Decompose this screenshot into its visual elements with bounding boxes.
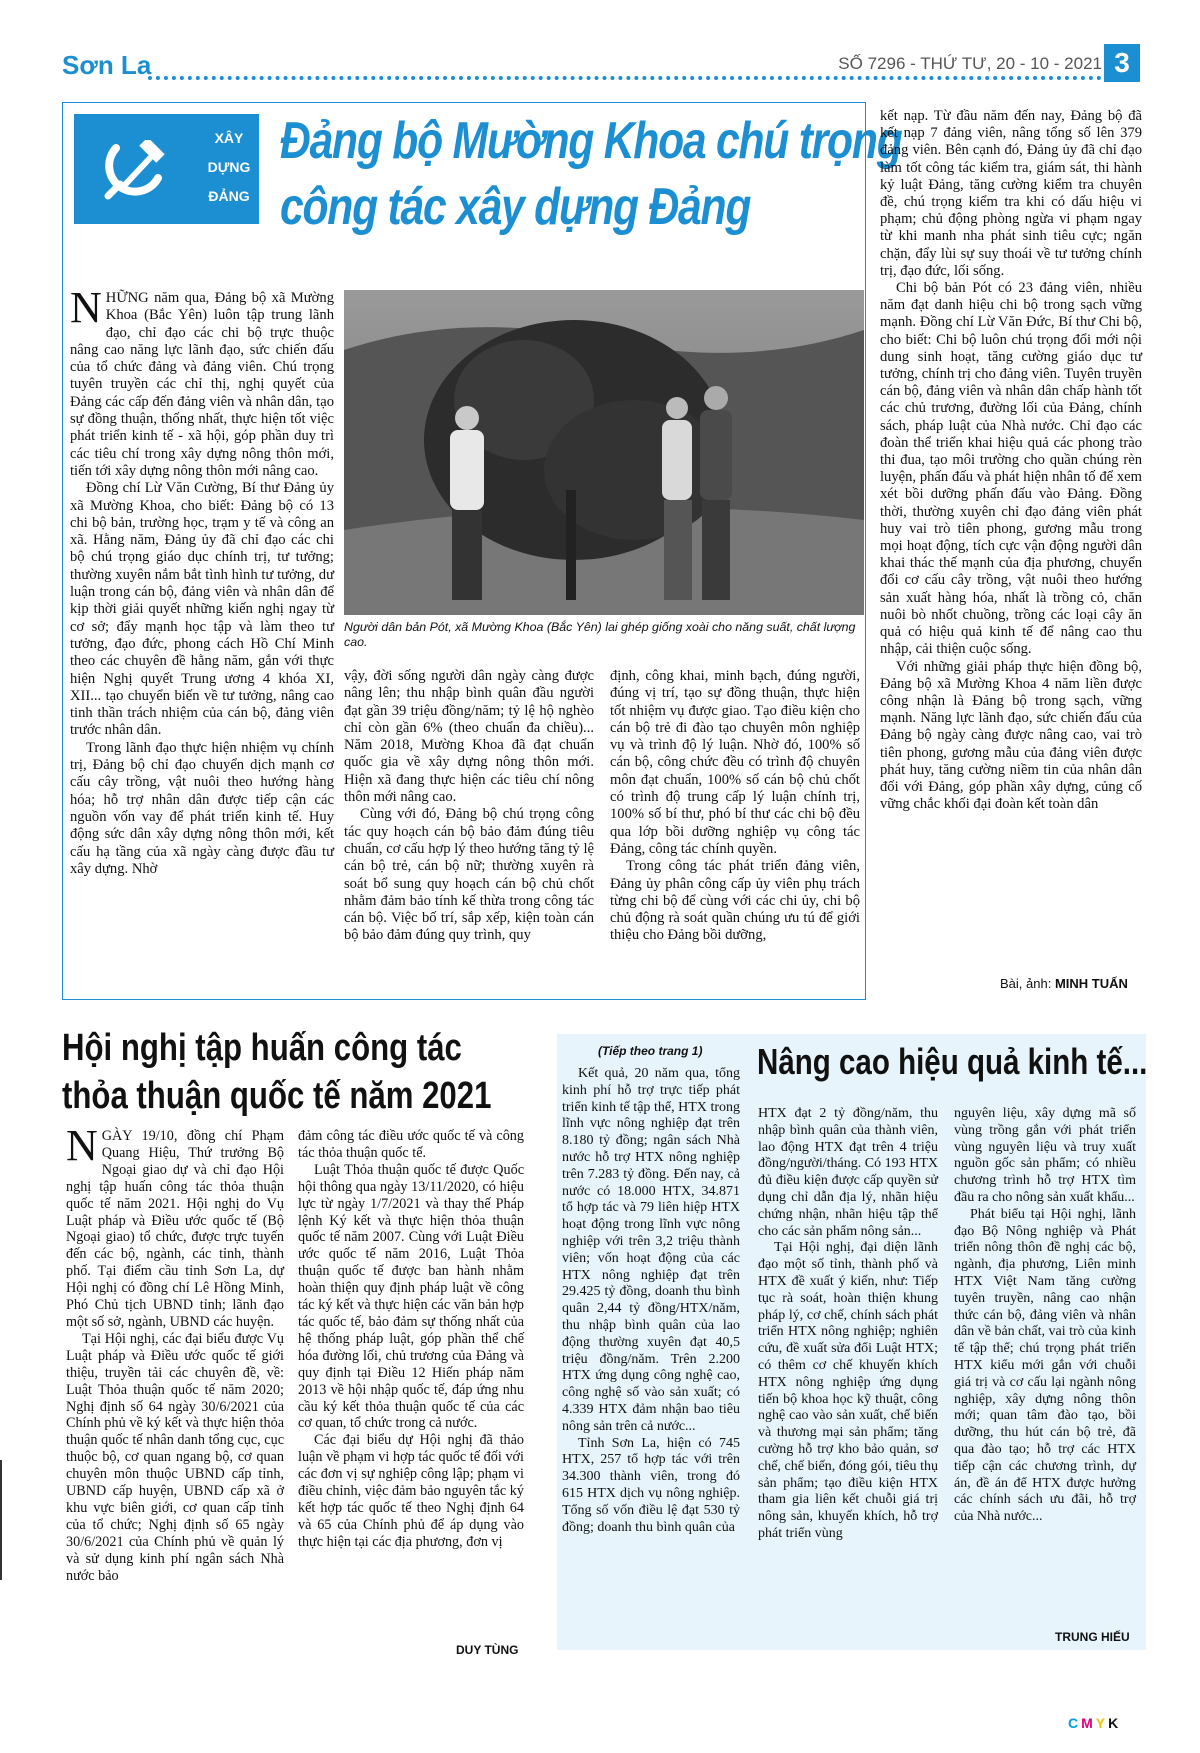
paragraph: Phát biểu tại Hội nghị, lãnh đạo Bộ Nông nghiệp và Phát triển nông thôn đề nghị các bộ, ngành, địa phương, Liên minh HTX Việt Nam tăng cường tuyên truyền, nâng cao nhận thức cán bộ, đảng viên và nhân dân về bản chất, vai trò của kinh tế tập thể; chú trọng phát triển HTX kiểu mới gắn với chuỗi giá trị và cơ cấu lại ngành nông nghiệp, xây dựng nông thôn mới; quan tâm đào tạo, bồi dưỡng, thu hút cán bộ trẻ, đã qua đào tạo; hỗ trợ các HTX tiếp cận các chương trình, dự án, đề án để HTX được hưởng các chính sách ưu đãi, hỗ trợ của Nhà nước... — [954, 1206, 1136, 1525]
paragraph: Trong lãnh đạo thực hiện nhiệm vụ chính trị, Đảng bộ chỉ đạo chuyển dịch mạnh cơ cấu cây trồng, vật nuôi theo hướng hàng hóa; hỗ trợ nhân dân được tiếp cận các nguồn vốn vay để phát triển kinh tế. Huy động sức dân xây dựng nông thôn mới, kết cấu hạ tầng của xã ngày càng được đầu tư xây dựng. Nhờ — [70, 739, 334, 877]
party-building-badge — [74, 114, 259, 224]
article3-column-1 — [562, 1066, 740, 1536]
cmyk-k: K — [1108, 1715, 1122, 1731]
cmyk-y: Y — [1095, 1715, 1109, 1731]
paragraph: HTX đạt 2 tỷ đồng/năm, thu nhập bình quân của thành viên, lao động HTX đạt trên 4 triệu đồng/người/tháng. Có 193 HTX đủ điều kiện được cấp quyền sử dụng chỉ dẫn địa lý, nhãn hiệu chứng nhận, nhãn hiệu tập thể cho các sản phẩm nông sản... — [758, 1106, 938, 1239]
byline-prefix: Bài, ảnh: — [1000, 976, 1052, 991]
article2-title-line: thỏa thuận quốc tế năm 2021 — [62, 1075, 492, 1117]
article1-column-2 — [344, 668, 594, 945]
badge-line: XÂY — [214, 130, 244, 146]
issue-info: SỐ 7296 - THỨ TƯ, 20 - 10 - 2021 — [830, 54, 1102, 74]
header-dotted-rule — [148, 76, 1110, 80]
paragraph: Cùng với đó, Đảng bộ chú trọng công tác quy hoạch cán bộ bảo đảm đúng tiêu chuẩn, cơ cấu hợp lý theo hướng tăng tỷ lệ cán bộ trẻ, cán bộ nữ; thường xuyên rà soát bổ sung quy hoạch cán bộ chủ chốt nhằm đảm bảo tính kế thừa trong công tác cán bộ. Việc bố trí, sắp xếp, kiện toàn cán bộ bảo đảm đúng quy trình, quy — [344, 806, 594, 944]
paragraph: Tỉnh Sơn La, hiện có 745 HTX, 257 tổ hợp tác với trên 34.300 thành viên, trong đó 615 HTX dịch vụ nông nghiệp. Tổng số vốn điều lệ đạt 530 tỷ đồng; doanh thu bình quân của — [562, 1435, 740, 1535]
badge-line: DỰNG — [207, 159, 251, 175]
paragraph: Với những giải pháp thực hiện đồng bộ, Đảng bộ xã Mường Khoa 4 năm liền được công nhận là Đảng bộ trong sạch, vững mạnh. Năng lực lãnh đạo, sức chiến đấu của Đảng bộ ngày càng được nâng cao, vai trò tiên phong, gương mẫu của đảng viên được phát huy, tăng cường niềm tin của nhân dân đối với Đảng, góp phần xây dựng, củng cố vững chắc khối đại đoàn kết toàn dân — [880, 658, 1142, 813]
paragraph: kết nạp. Từ đầu năm đến nay, Đảng bộ đã kết nạp 7 đảng viên, nâng tổng số lên 379 đảng viên. Bên cạnh đó, Đảng ủy đã chỉ đạo làm tốt công tác kiểm tra, giám sát, thi hành kỷ luật Đảng, tăng cường kiểm tra chuyên đề, chú trọng kiểm tra khi có dấu hiệu vi phạm; chủ động phòng ngừa vi phạm ngay từ khi manh nha phát sinh tiêu cực; ngăn chặn, đẩy lùi sự suy thoái về tư tưởng chính trị, đạo đức, lối sống. — [880, 108, 1142, 279]
paragraph: Trong công tác phát triển đảng viên, Đảng ủy phân công cấp ủy viên phụ trách từng chi bộ để cùng với các chi ủy, chi bộ chủ động rà soát quần chúng ưu tú để giới thiệu cho Đảng bồi dưỡng, — [610, 858, 860, 944]
paragraph: Luật Thỏa thuận quốc tế được Quốc hội thông qua ngày 13/11/2020, có hiệu lực từ ngày 1/7/2021 và thay thế Pháp lệnh Ký kết và thực hiện thỏa thuận quốc tế năm 2007. Cùng với Luật Điều ước quốc tế năm 2016, Luật Thỏa thuận quốc tế được ban hành nhằm hoàn thiện quy định pháp luật về công tác ký kết và thực hiện các văn bản hợp tác quốc tế, bảo đảm sự thống nhất của hệ thống pháp luật, góp phần thể chế hóa đường lối, chủ trương của Đảng và quy định tại Điều 12 Hiến pháp năm 2013 về hội nhập quốc tế, đáp ứng nhu cầu ký kết thỏa thuận quốc tế của các cơ quan, tổ chức trong cả nước. — [298, 1161, 524, 1432]
cmyk-c: C — [1068, 1715, 1082, 1731]
article3-column-3 — [954, 1106, 1136, 1526]
drop-cap: N — [70, 283, 102, 332]
paragraph: Chi bộ bản Pót có 23 đảng viên, nhiều năm đạt danh hiệu chi bộ trong sạch vững mạnh. Đồng chí Lừ Văn Đức, Bí thư Chi bộ, cho biết: Chi bộ luôn chú trọng đổi mới nội dung sinh hoạt, tăng cường giáo dục tư tưởng, chính trị cho đảng viên. Tuyên truyền cán bộ, đảng viên và nhân dân chấp hành tốt các chủ trương, đường lối của Đảng, chính sách, pháp luật của Nhà nước. Chỉ đạo các đoàn thể triển khai hiệu quả các phong trào thi đua, tạo môi trường cho quần chúng rèn luyện, phấn đấu và phát hiện nhân tố để xem xét bồi dưỡng phấn đấu vào Đảng. Đồng thời, thường xuyên chỉ đạo đảng viên phát huy vai trò tiên phong, gương mẫu trong mọi hoạt động, tích cực vận động người dân khai thác thế mạnh của địa phương, chuyển đổi cơ cấu cây trồng, vật nuôi theo hướng sản xuất hàng hóa, nhất là trồng cỏ, chăn nuôi bò nhốt chuồng, trồng các loại cây ăn quả có hiệu quả kinh tế để nâng cao thu nhập, cải thiện cuộc sống. — [880, 280, 1142, 658]
article3-title: Nâng cao hiệu quả kinh tế... — [757, 1041, 1148, 1082]
article1-byline — [1000, 976, 1128, 991]
paragraph: HỮNG năm qua, Đảng bộ xã Mường Khoa (Bắc Yên) luôn tập trung lãnh đạo, chỉ đạo các chi bộ trực thuộc nâng cao năng lực lãnh đạo, sức chiến đấu của tổ chức đảng và đảng viên. Chú trọng tuyên truyền các chỉ thị, nghị quyết của Đảng các cấp đến đảng viên và nhân dân, tạo sự đồng thuận, thống nhất, thực hiện tốt việc phát triển kinh tế - xã hội, góp phần duy trì các tiêu chí trong xây dựng nông thôn mới, tiến tới xây dựng nông thôn mới nâng cao. — [70, 290, 334, 479]
article-photo — [344, 290, 864, 615]
article2-byline: DUY TÙNG — [456, 1643, 519, 1657]
hammer-sickle-icon — [96, 140, 172, 204]
page-number: 3 — [1104, 44, 1140, 82]
article2-title-line: Hội nghị tập huấn công tác — [62, 1027, 462, 1069]
paragraph: nguyên liệu, xây dựng mã số vùng trồng gắn với phát triển vùng nguyên liệu và truy xuất nguồn gốc sản phẩm; có nhiều chương trình hỗ trợ HTX tìm đầu ra cho nông sản xuất khẩu... — [954, 1106, 1136, 1205]
drop-cap: N — [66, 1121, 98, 1170]
article3-column-2 — [758, 1106, 938, 1543]
section-title: Sơn La — [62, 50, 152, 80]
paragraph: Tại Hội nghị, đại diện lãnh đạo một số tỉnh, thành phố và HTX đề xuất ý kiến, như: Tiếp tục rà soát, hoàn thiện khung pháp lý, cơ chế, chính sách phát triển HTX nông nghiệp; nghiên cứu, đề xuất sửa đổi Luật HTX; có thêm cơ chế khuyến khích HTX nông nghiệp ứng dụng tiến bộ khoa học kỹ thuật, công nghệ cao vào sản xuất, chế biến và thương mại sản phẩm; tăng cường hỗ trợ kho bảo quản, sơ chế, chế biến, đóng gói, tiêu thụ sản phẩm; tạo điều kiện HTX tham gia liên kết chuỗi giá trị nông sản, khuyến khích, hỗ trợ phát triển vùng — [758, 1240, 938, 1541]
article1-title-line: Đảng bộ Mường Khoa chú trọng — [280, 112, 902, 170]
paragraph: Các đại biểu dự Hội nghị đã thảo luận về phạm vi hợp tác quốc tế đối với các đơn vị sự nghiệp công lập; phạm vi điều chỉnh, việc đảm bảo nguyên tắc ký kết hợp tác quốc tế theo Nghị định 64 và 65 của Chính phủ để áp dụng vào thực hiện tại các địa phương, đơn vị — [298, 1432, 524, 1550]
paragraph: định, công khai, minh bạch, đúng người, đúng vị trí, tạo sự đồng thuận, thực hiện tốt nhiệm vụ được giao. Tạo điều kiện cho cán bộ trẻ đi đào tạo chuyên môn nghiệp vụ và trình độ lý luận. Nhờ đó, 100% số cán bộ, công chức đều có trình độ chuyên môn đạt chuẩn, 100% số cán bộ chủ chốt có trình độ trung cấp lý luận chính trị, 100% số bí thư, phó bí thư các chi bộ đều qua lớp bồi dưỡng nghiệp vụ công tác Đảng, công tác chính quyền. — [610, 668, 860, 857]
article1-title — [280, 108, 902, 240]
cmyk-m: M — [1081, 1715, 1096, 1731]
article2-column-1 — [66, 1121, 284, 1584]
article1-column-1 — [70, 283, 334, 878]
paragraph: Đồng chí Lừ Văn Cường, Bí thư Đảng ủy xã Mường Khoa, cho biết: Đảng bộ có 13 chi bộ bản, trường học, trạm y tế và công an xã. Hằng năm, Đảng ủy đã chỉ đạo các chi bộ chú trọng giáo dục chính trị, tư tưởng; thường xuyên nắm bắt tình hình tư tưởng, dư luận trong cán bộ, đảng viên và nhân dân để kịp thời giải quyết những kiến nghị ngay từ cơ sở; đẩy mạnh học tập và làm theo tư tưởng, đạo đức, phong cách Hồ Chí Minh theo các chuyên đề hằng năm, gắn với thực hiện Nghị quyết Trung ương 4 khóa XI, XII... tạo chuyển biến về tư tưởng, nâng cao tinh thần trách nhiệm của cán bộ, đảng viên trước nhân dân. — [70, 480, 334, 739]
margin-rule — [0, 1460, 2, 1580]
article2-title — [62, 1024, 521, 1120]
article1-title-line: công tác xây dựng Đảng — [280, 178, 751, 236]
article1-column-3 — [610, 668, 860, 945]
article1-column-4 — [880, 108, 1142, 813]
article2-column-2 — [298, 1128, 524, 1551]
cmyk-marks — [1068, 1715, 1121, 1731]
photo-caption: Người dân bản Pót, xã Mường Khoa (Bắc Yên) lai ghép giống xoài cho năng suất, chất lượng cao. — [344, 620, 856, 649]
continued-note: (Tiếp theo trang 1) — [598, 1044, 703, 1058]
paragraph: vậy, đời sống người dân ngày càng được nâng lên; thu nhập bình quân đầu người đạt gần 39 triệu đồng/năm; tỷ lệ hộ nghèo chỉ còn gần 6% (theo chuẩn đa chiều)... Năm 2018, Mường Khoa đã đạt chuẩn quốc gia về xây dựng nông thôn mới. Hiện xã đang thực hiện các tiêu chí nông thôn mới nâng cao. — [344, 668, 594, 806]
paragraph: Kết quả, 20 năm qua, tổng kinh phí hỗ trợ trực tiếp phát triển kinh tế tập thể, HTX trong lĩnh vực nông nghiệp đạt trên 8.180 tỷ đồng; ngân sách Nhà nước hỗ trợ HTX nông nghiệp trên 7.283 tỷ đồng. Đến nay, cả nước có 18.000 HTX, 34.871 tổ hợp tác và 79 liên hiệp HTX hoạt động trong lĩnh vực nông nghiệp với trên 3,2 triệu thành viên; vốn hoạt động của các HTX nông nghiệp đạt trên 29.425 tỷ đồng, doanh thu bình quân 2,44 tỷ đồng/HTX/năm, thu nhập bình quân của lao động thường xuyên đạt 40,5 triệu đồng/năm. Trên 2.200 HTX ứng dụng công nghệ cao, công nghệ số vào sản xuất; có 4.339 HTX đảm nhận bao tiêu nông sản trên cả nước... — [562, 1066, 740, 1434]
badge-line: ĐẢNG — [208, 188, 250, 204]
paragraph: Tại Hội nghị, các đại biểu được Vụ Luật pháp và Điều ước quốc tế giới thiệu, truyền tải các chuyên đề, về: Luật Thỏa thuận quốc tế năm 2020; Nghị định số 64 ngày 30/6/2021 của Chính phủ về ký kết và thực hiện thỏa thuận quốc tế nhân danh tổng cục, cục thuộc bộ, cơ quan ngang bộ, cơ quan chuyên môn thuộc UBND cấp tỉnh, UBND cấp huyện, UBND cấp xã ở khu vực biên giới, cơ quan cấp tỉnh của tổ chức; Nghị định số 65 ngày 30/6/2021 của Chính phủ về quản lý và sử dụng kinh phí ngân sách Nhà nước bảo — [66, 1330, 284, 1584]
byline-author: MINH TUẤN — [1054, 976, 1128, 991]
paragraph: GÀY 19/10, đồng chí Phạm Quang Hiệu, Thứ trưởng Bộ Ngoại giao dự và chỉ đạo Hội nghị tập huấn công tác thỏa thuận quốc tế năm 2021. Hội nghị do Vụ Luật pháp và Điều ước quốc tế (Bộ Ngoại giao) tổ chức, được trực tuyến đến các bộ, ngành, các tỉnh, thành phố. Tại điểm cầu tỉnh Sơn La, dự Hội nghị có đồng chí Lê Hồng Minh, Phó Chủ tịch UBND tỉnh; lãnh đạo một số sở, ngành, UBND các huyện. — [66, 1128, 284, 1330]
article3-byline: TRUNG HIẾU — [1055, 1630, 1130, 1644]
paragraph: đảm công tác điều ước quốc tế và công tác thỏa thuận quốc tế. — [298, 1128, 524, 1161]
